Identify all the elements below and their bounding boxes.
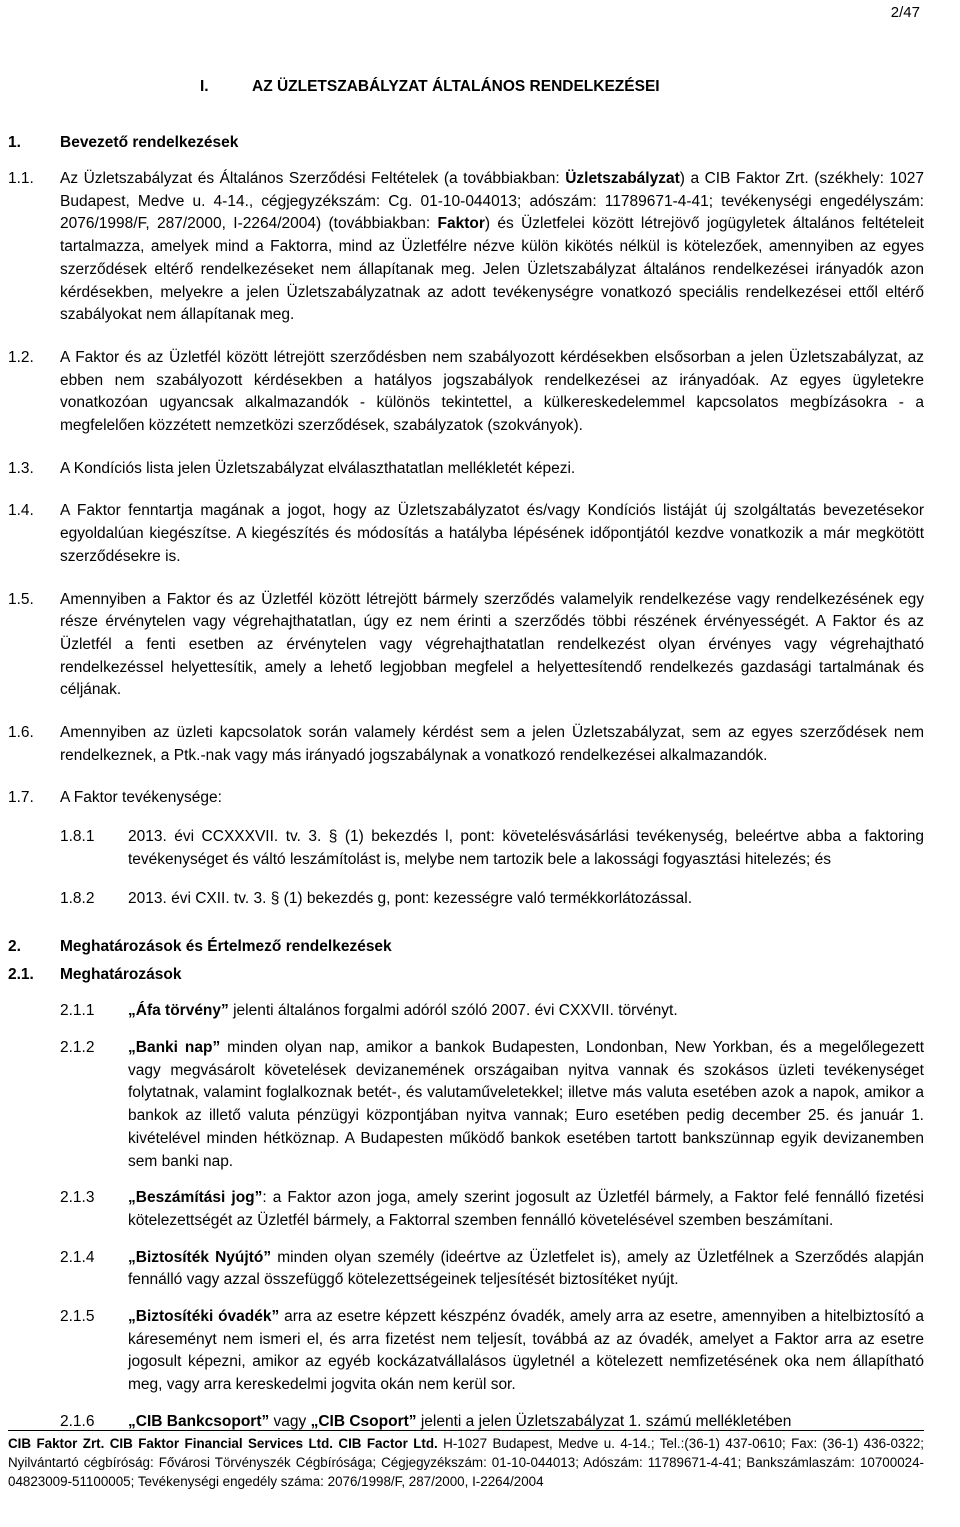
footer-companies: CIB Faktor Zrt. CIB Faktor Financial Services Ltd. CIB Factor Ltd.: [8, 1436, 438, 1451]
definition-text: „CIB Bankcsoport” vagy „CIB Csoport” jelenti a jelen Üzletszabályzat 1. számú mellékletében: [128, 1412, 792, 1430]
subsection-number: 2.1.: [8, 966, 34, 984]
definition-number: 2.1.1: [60, 1002, 95, 1020]
paragraph-text: A Faktor tevékenysége:: [60, 789, 222, 807]
subparagraph-text: 2013. évi CCXXXVII. tv. 3. § (1) bekezdés l, pont: követelésvásárlási tevékenység, beleértve abba a faktoring tevékenységet és váltó leszámítolást is, melybe nem tartozik bele a lakossági fogyasztási hitelezés; és: [128, 828, 924, 868]
paragraph-text: A Faktor fenntartja magának a jogot, hogy az Üzletszabályzatot és/vagy Kondíciós listáját új szolgáltatás bevezetésekor egyoldalúan kiegészítse. A kiegészítés és módosítás a hatályba lépésének időpontjától kezdve vonatkozik a már megkötött szerződésekre is.: [60, 502, 924, 565]
subparagraph-number: 1.8.1: [60, 828, 95, 846]
definition-text: „Biztosítéki óvadék” arra az esetre képzett készpénz óvadék, amely arra az esetre, amennyiben a hitelbiztosító a káreseményt nem ismeri el, és arra fizetést nem teljesít, továbbá az az óvadék, amelyet a Faktor arra az esetre jogosult képezni, amikor az egyéb kockázatvállalásos ügyletnél a kötelezett nemfizetésének oka nem állapítható meg, vagy arra kereskedelmi jogvita okán nem kerül sor.: [128, 1308, 924, 1394]
paragraph-1-1: [8, 168, 924, 327]
paragraph-1-5: [8, 589, 924, 703]
section-heading: [8, 134, 924, 152]
paragraph-number: 1.7.: [8, 789, 34, 807]
definition-item: [60, 1037, 924, 1173]
subparagraph-1-8-2: [60, 888, 924, 911]
paragraph-text: A Faktor és az Üzletfél között létrejött szerződésben nem szabályozott kérdésekben elsősorban a jelen Üzletszabályzat, az ebben nem szabályozott kérdésekben a hatályos jogszabályok rendelkezései az irányadóak. Az egyes ügyletekre vonatkozóan ugyancsak alkalmazandók - különös tekintettel, a külkereskedelemmel kapcsolatos megbízásokra - a megfelelően közzétett nemzetközi szerződések, szabályzatok (szokványok).: [60, 348, 924, 435]
definition-number: 2.1.2: [60, 1038, 95, 1056]
section-title: Bevezető rendelkezések: [60, 134, 239, 151]
paragraph-1-2: [8, 347, 924, 438]
paragraph-text: A Kondíciós lista jelen Üzletszabályzat elválaszthatatlan mellékletét képezi.: [60, 459, 576, 477]
definition-text: „Biztosíték Nyújtó” minden olyan személy (ideértve az Üzletfelet is), amely az Üzletfélnek a Szerződés alapján fennálló vagy azzal összefüggő kötelezettségeinek teljesítését biztosítéket nyújt.: [128, 1248, 925, 1289]
subparagraph-1-8-1: [60, 826, 924, 871]
chapter-number: I.: [200, 78, 209, 95]
paragraph-1-6: [8, 722, 924, 767]
subsection-heading: [8, 966, 924, 984]
definition-text: „Banki nap” minden olyan nap, amikor a bankok Budapesten, Londonban, New Yorkban, és a megelőlegezett vagy megvásárolt követelések devizanemének országaiban nyitva vannak és szokásos üzleti tevékenységet folytatnak, valamint foglalkoznak betét-, és valutaműveletekkel; illetve más valuta esetében azok a napok, amikor a bankok az illető valuta pénzügyi központjában nyitva vannak; Euro esetében pedig december 25. és január 1. kivételével minden hétköznap. A Budapesten működő bankok esetében tartott bankszünnap egyik devizanemben sem banki nap.: [128, 1038, 925, 1170]
paragraph-number: 1.1.: [8, 170, 34, 187]
section-number: 1.: [8, 134, 21, 151]
paragraph-number: 1.4.: [8, 502, 34, 520]
definition-number: 2.1.4: [60, 1248, 95, 1266]
subparagraph-text: 2013. évi CXII. tv. 3. § (1) bekezdés g, pont: kezességre való termékkorlátozással.: [128, 889, 693, 907]
definition-number: 2.1.6: [60, 1412, 95, 1430]
definition-item: [60, 1187, 924, 1232]
paragraph-text: Amennyiben a Faktor és az Üzletfél között létrejött bármely szerződés valamelyik rendelkezése vagy rendelkezésének egy része érvénytelen vagy végrehajthatatlan, úgy ez nem érinti a szerződés többi részének érvényességét. A Faktor és az Üzletfél a fenti esetben az érvénytelen vagy végrehajthatatlan rendelkezést olyan érvényes vagy végrehajtható rendelkezéssel helyettesítik, amely a lehető legjobban megfelel a helyettesítendő rendelkezés gazdasági tartalmának és céljának.: [60, 590, 924, 699]
page-footer: [8, 1430, 924, 1491]
definition-number: 2.1.5: [60, 1308, 95, 1326]
paragraph-1-3: [8, 458, 924, 481]
paragraph-number: 1.3.: [8, 459, 34, 477]
definition-text: „Áfa törvény” jelenti általános forgalmi adóról szóló 2007. évi CXXVII. törvényt.: [128, 1002, 678, 1020]
paragraph-text: Amennyiben az üzleti kapcsolatok során valamely kérdést sem a jelen Üzletszabályzat, sem az egyes szerződések nem rendelkeznek, a Ptk.-nak vagy más irányadó jogszabálynak a vonatkozó rendelkezései alkalmazandók.: [60, 724, 924, 764]
section-heading: [8, 938, 924, 956]
paragraph-1-7: [8, 787, 924, 810]
definition-text: „Beszámítási jog”: a Faktor azon joga, amely szerint jogosult az Üzletfél bármely, a Faktor felé fennálló fizetési kötelezettségét az Üzletfél bármely, a Faktorral szemben fennálló követelésével szemben beszámítani.: [128, 1189, 924, 1229]
footer-details: H-1027 Budapest, Medve u. 4-14.; Tel.:(36-1) 437-0610; Fax: (36-1) 436-0322; Nyilvántartó cégbíróság: Fővárosi Törvényszék Cégbírósága; Cégjegyzékszám: 01-10-044013; Adószám: 11789671-4-41; Bankszámlaszám: 10700024-04823009-51100005; Tevékenységi engedély száma: 2076/1998/F, 287/2000, I-2264/2004: [8, 1436, 924, 1489]
page-number: 2/47: [890, 4, 920, 21]
chapter-title-text: AZ ÜZLETSZABÁLYZAT ÁLTALÁNOS RENDELKEZÉSEI: [252, 78, 660, 95]
definition-item: [60, 1000, 924, 1023]
definition-number: 2.1.3: [60, 1189, 95, 1207]
subsection-title: Meghatározások: [60, 966, 182, 984]
paragraph-text: Az Üzletszabályzat és Általános Szerződési Feltételek (a továbbiakban: Üzletszabályzat) a CIB Faktor Zrt. (székhely: 1027 Budapest, Medve u. 4-14., cégjegyzékszám: Cg. 01-10-044013; adószám: 11789671-4-41; tevékenységi engedélyszám: 2076/1998/F, 287/2000, I-2264/2004) (továbbiakban: Faktor) és Üzletfelei között létrejövő jogügyletek általános feltételeit tartalmazza, amelyek mind a Faktorra, mind az Üzletfélre nézve külön kikötés nélkül is kötelezőek, amennyiben az egyes szerződések eltérő rendelkezéseket nem állapítanak meg. Jelen Üzletszabályzat általános rendelkezései irányadók azon kérdésekben, melyekre a jelen Üzletszabályzatnak az adott tevékenységre vonatkozó speciális rendelkezései ettől eltérő szabályokat nem állapítanak meg.: [60, 170, 924, 324]
paragraph-number: 1.6.: [8, 724, 34, 742]
document-body: [8, 78, 924, 1434]
subparagraph-number: 1.8.2: [60, 889, 95, 907]
definition-item: [60, 1306, 924, 1397]
section-number: 2.: [8, 938, 21, 956]
paragraph-number: 1.2.: [8, 348, 34, 366]
definition-item: [60, 1247, 924, 1292]
section-title: Meghatározások és Értelmező rendelkezések: [60, 938, 392, 956]
chapter-title: [200, 78, 924, 96]
paragraph-1-4: [8, 500, 924, 568]
paragraph-number: 1.5.: [8, 590, 34, 608]
